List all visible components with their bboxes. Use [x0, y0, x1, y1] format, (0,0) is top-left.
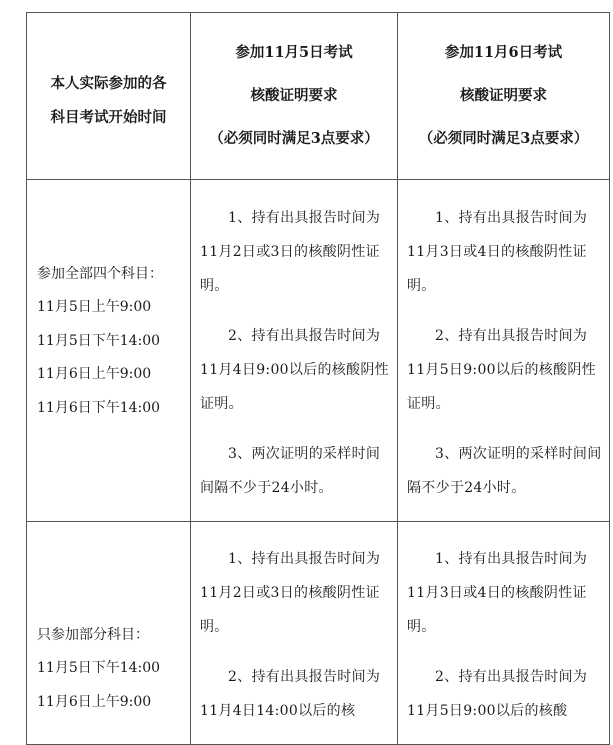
exam-time: 11月5日下午14:00 — [37, 660, 161, 676]
header-text: 参加11月5日考试 — [235, 44, 353, 61]
exam-time: 11月6日下午14:00 — [37, 399, 161, 416]
header-nov5 — [191, 13, 398, 180]
nov5-requirements-cell — [191, 522, 398, 745]
requirement-item: 1、持有出具报告时间为11月3日或4日的核酸阴性证明。 — [407, 551, 588, 635]
row-label: 参加全部四个科目： — [37, 266, 163, 282]
header-text: （必须同时满足3点要求） — [209, 130, 379, 147]
header-text: 核酸证明要求 — [460, 87, 547, 104]
header-exam-time — [27, 13, 191, 180]
header-text: 本人实际参加的各 — [50, 75, 167, 92]
requirement-item: 1、持有出具报告时间为11月2日或3日的核酸阴性证明。 — [200, 210, 381, 294]
header-text: 核酸证明要求 — [250, 87, 338, 104]
requirement-item: 1、持有出具报告时间为11月3日或4日的核酸阴性证明。 — [407, 210, 588, 294]
requirement-item: 2、持有出具报告时间为11月5日9:00以后的核酸阴性证明。 — [407, 328, 596, 412]
table-row — [27, 180, 610, 522]
header-text: （必须同时满足3点要求） — [418, 130, 589, 147]
table-row — [27, 522, 610, 745]
nov5-requirements-cell — [191, 180, 398, 522]
header-text: 参加11月6日考试 — [444, 44, 563, 61]
exam-time: 11月6日上午9:00 — [37, 693, 152, 710]
requirement-item: 2、持有出具报告时间为11月4日14:00以后的核 — [200, 669, 381, 719]
requirement-item: 3、两次证明的采样时间间隔不少于24小时。 — [407, 446, 602, 496]
header-nov6 — [398, 13, 610, 180]
row-label: 只参加部分科目： — [37, 627, 149, 643]
exam-covid-requirements-table — [26, 12, 610, 745]
table-header-row — [27, 13, 610, 180]
requirement-item: 1、持有出具报告时间为11月2日或3日的核酸阴性证明。 — [200, 551, 381, 635]
requirement-item: 2、持有出具报告时间为11月4日9:00以后的核酸阴性证明。 — [200, 328, 389, 412]
exam-time: 11月5日下午14:00 — [37, 332, 161, 349]
requirement-item: 3、两次证明的采样时间间隔不少于24小时。 — [200, 446, 381, 496]
requirement-item: 2、持有出具报告时间为11月5日9:00以后的核酸 — [407, 669, 588, 719]
exam-time: 11月5日上午9:00 — [37, 299, 152, 315]
exam-time-cell — [27, 180, 191, 522]
nov6-requirements-cell — [398, 180, 610, 522]
nov6-requirements-cell — [398, 522, 610, 745]
exam-time: 11月6日上午9:00 — [37, 366, 152, 382]
header-text: 科目考试开始时间 — [50, 109, 167, 126]
exam-time-cell — [27, 522, 191, 745]
